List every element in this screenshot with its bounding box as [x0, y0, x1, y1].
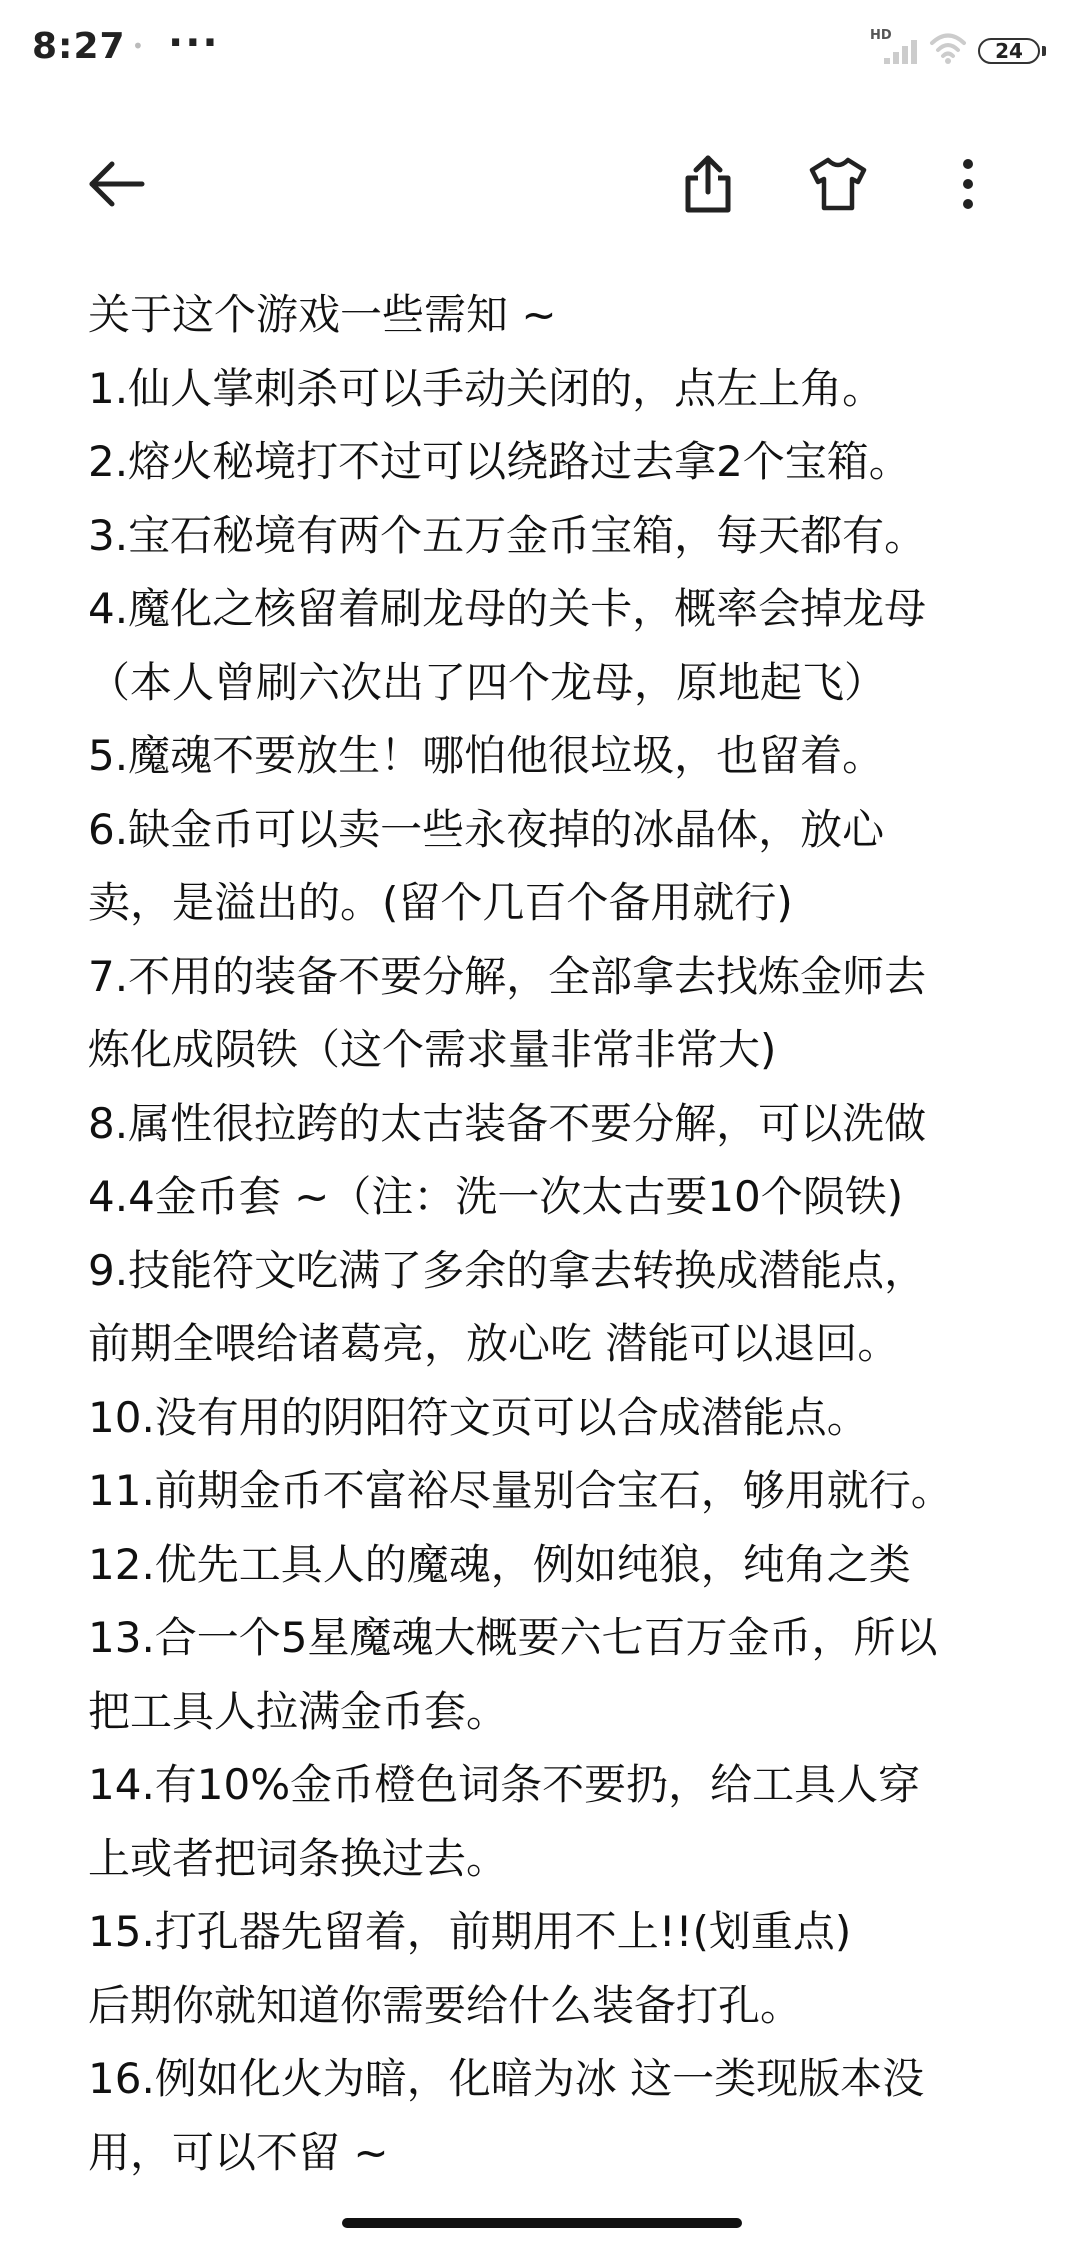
- top-toolbar: [0, 120, 1080, 240]
- back-button[interactable]: [80, 150, 152, 222]
- battery-indicator: 24: [978, 38, 1040, 64]
- note-line: 7.不用的装备不要分解，全部拿去找炼金师去: [88, 951, 927, 1001]
- signal-icon: [870, 28, 926, 68]
- note-line: 关于这个游戏一些需知 ~: [88, 290, 557, 339]
- shirt-icon: [806, 152, 870, 220]
- wifi-icon: [928, 30, 968, 66]
- more-vertical-icon: [956, 152, 980, 220]
- status-bar: [0, 0, 1080, 100]
- note-line: 9.技能符文吃满了多余的拿去转换成潜能点，: [88, 1245, 927, 1295]
- share-icon: [680, 152, 736, 220]
- battery-tip: [1042, 46, 1046, 56]
- status-time: 8:27: [32, 26, 126, 67]
- note-line: 前期全喂给诸葛亮，放心吃 潜能可以退回。: [88, 1319, 900, 1368]
- note-line: 15.打孔器先留着，前期用不上!!(划重点): [88, 1907, 852, 1956]
- theme-button[interactable]: [802, 150, 874, 222]
- note-line: 10.没有用的阴阳符文页可以合成潜能点。: [88, 1392, 869, 1442]
- arrow-left-icon: [84, 152, 148, 220]
- note-line: 4.魔化之核留着刷龙母的关卡，概率会掉龙母: [88, 584, 927, 633]
- note-line: 14.有10%金币橙色词条不要扔，给工具人穿: [88, 1760, 921, 1809]
- share-button[interactable]: [672, 150, 744, 222]
- note-line: 上或者把词条换过去。: [88, 1833, 509, 1883]
- note-line: 后期你就知道你需要给什么装备打孔。: [88, 1980, 803, 2030]
- note-line: 2.熔火秘境打不过可以绕路过去拿2个宝箱。: [88, 437, 911, 486]
- note-line: 4.4金币套 ~（注：洗一次太古要10个陨铁): [88, 1172, 904, 1221]
- home-indicator[interactable]: [342, 2218, 742, 2228]
- status-more-icon: ···: [168, 20, 220, 66]
- note-line: 5.魔魂不要放生！哪怕他很垃圾，也留着。: [88, 731, 885, 780]
- note-line: 13.合一个5星魔魂大概要六七百万金币，所以: [88, 1613, 938, 1662]
- note-line: 把工具人拉满金币套。: [88, 1686, 509, 1736]
- network-type-label: HD: [870, 28, 892, 43]
- note-line: 8.属性很拉跨的太古装备不要分解，可以洗做: [88, 1098, 927, 1148]
- note-line: 12.优先工具人的魔魂，例如纯狼，纯角之类: [88, 1539, 911, 1589]
- note-line: 卖，是溢出的。(留个几百个备用就行): [88, 878, 793, 927]
- note-line: 1.仙人掌刺杀可以手动关闭的，点左上角。: [88, 363, 885, 413]
- note-line: 用，可以不留 ~: [88, 2127, 389, 2177]
- notification-icon: •: [132, 34, 144, 58]
- note-line: 6.缺金币可以卖一些永夜掉的冰晶体，放心: [88, 804, 885, 854]
- note-content: [88, 278, 1008, 2189]
- note-line: 炼化成陨铁（这个需求量非常非常大): [88, 1025, 777, 1074]
- note-line: （本人曾刷六次出了四个龙母，原地起飞）: [88, 657, 887, 707]
- note-line: 3.宝石秘境有两个五万金币宝箱，每天都有。: [88, 510, 927, 560]
- more-button[interactable]: [932, 150, 1004, 222]
- note-line: 11.前期金币不富裕尽量别合宝石，够用就行。: [88, 1466, 953, 1515]
- note-line: 16.例如化火为暗，化暗为冰 这一类现版本没: [88, 2054, 925, 2103]
